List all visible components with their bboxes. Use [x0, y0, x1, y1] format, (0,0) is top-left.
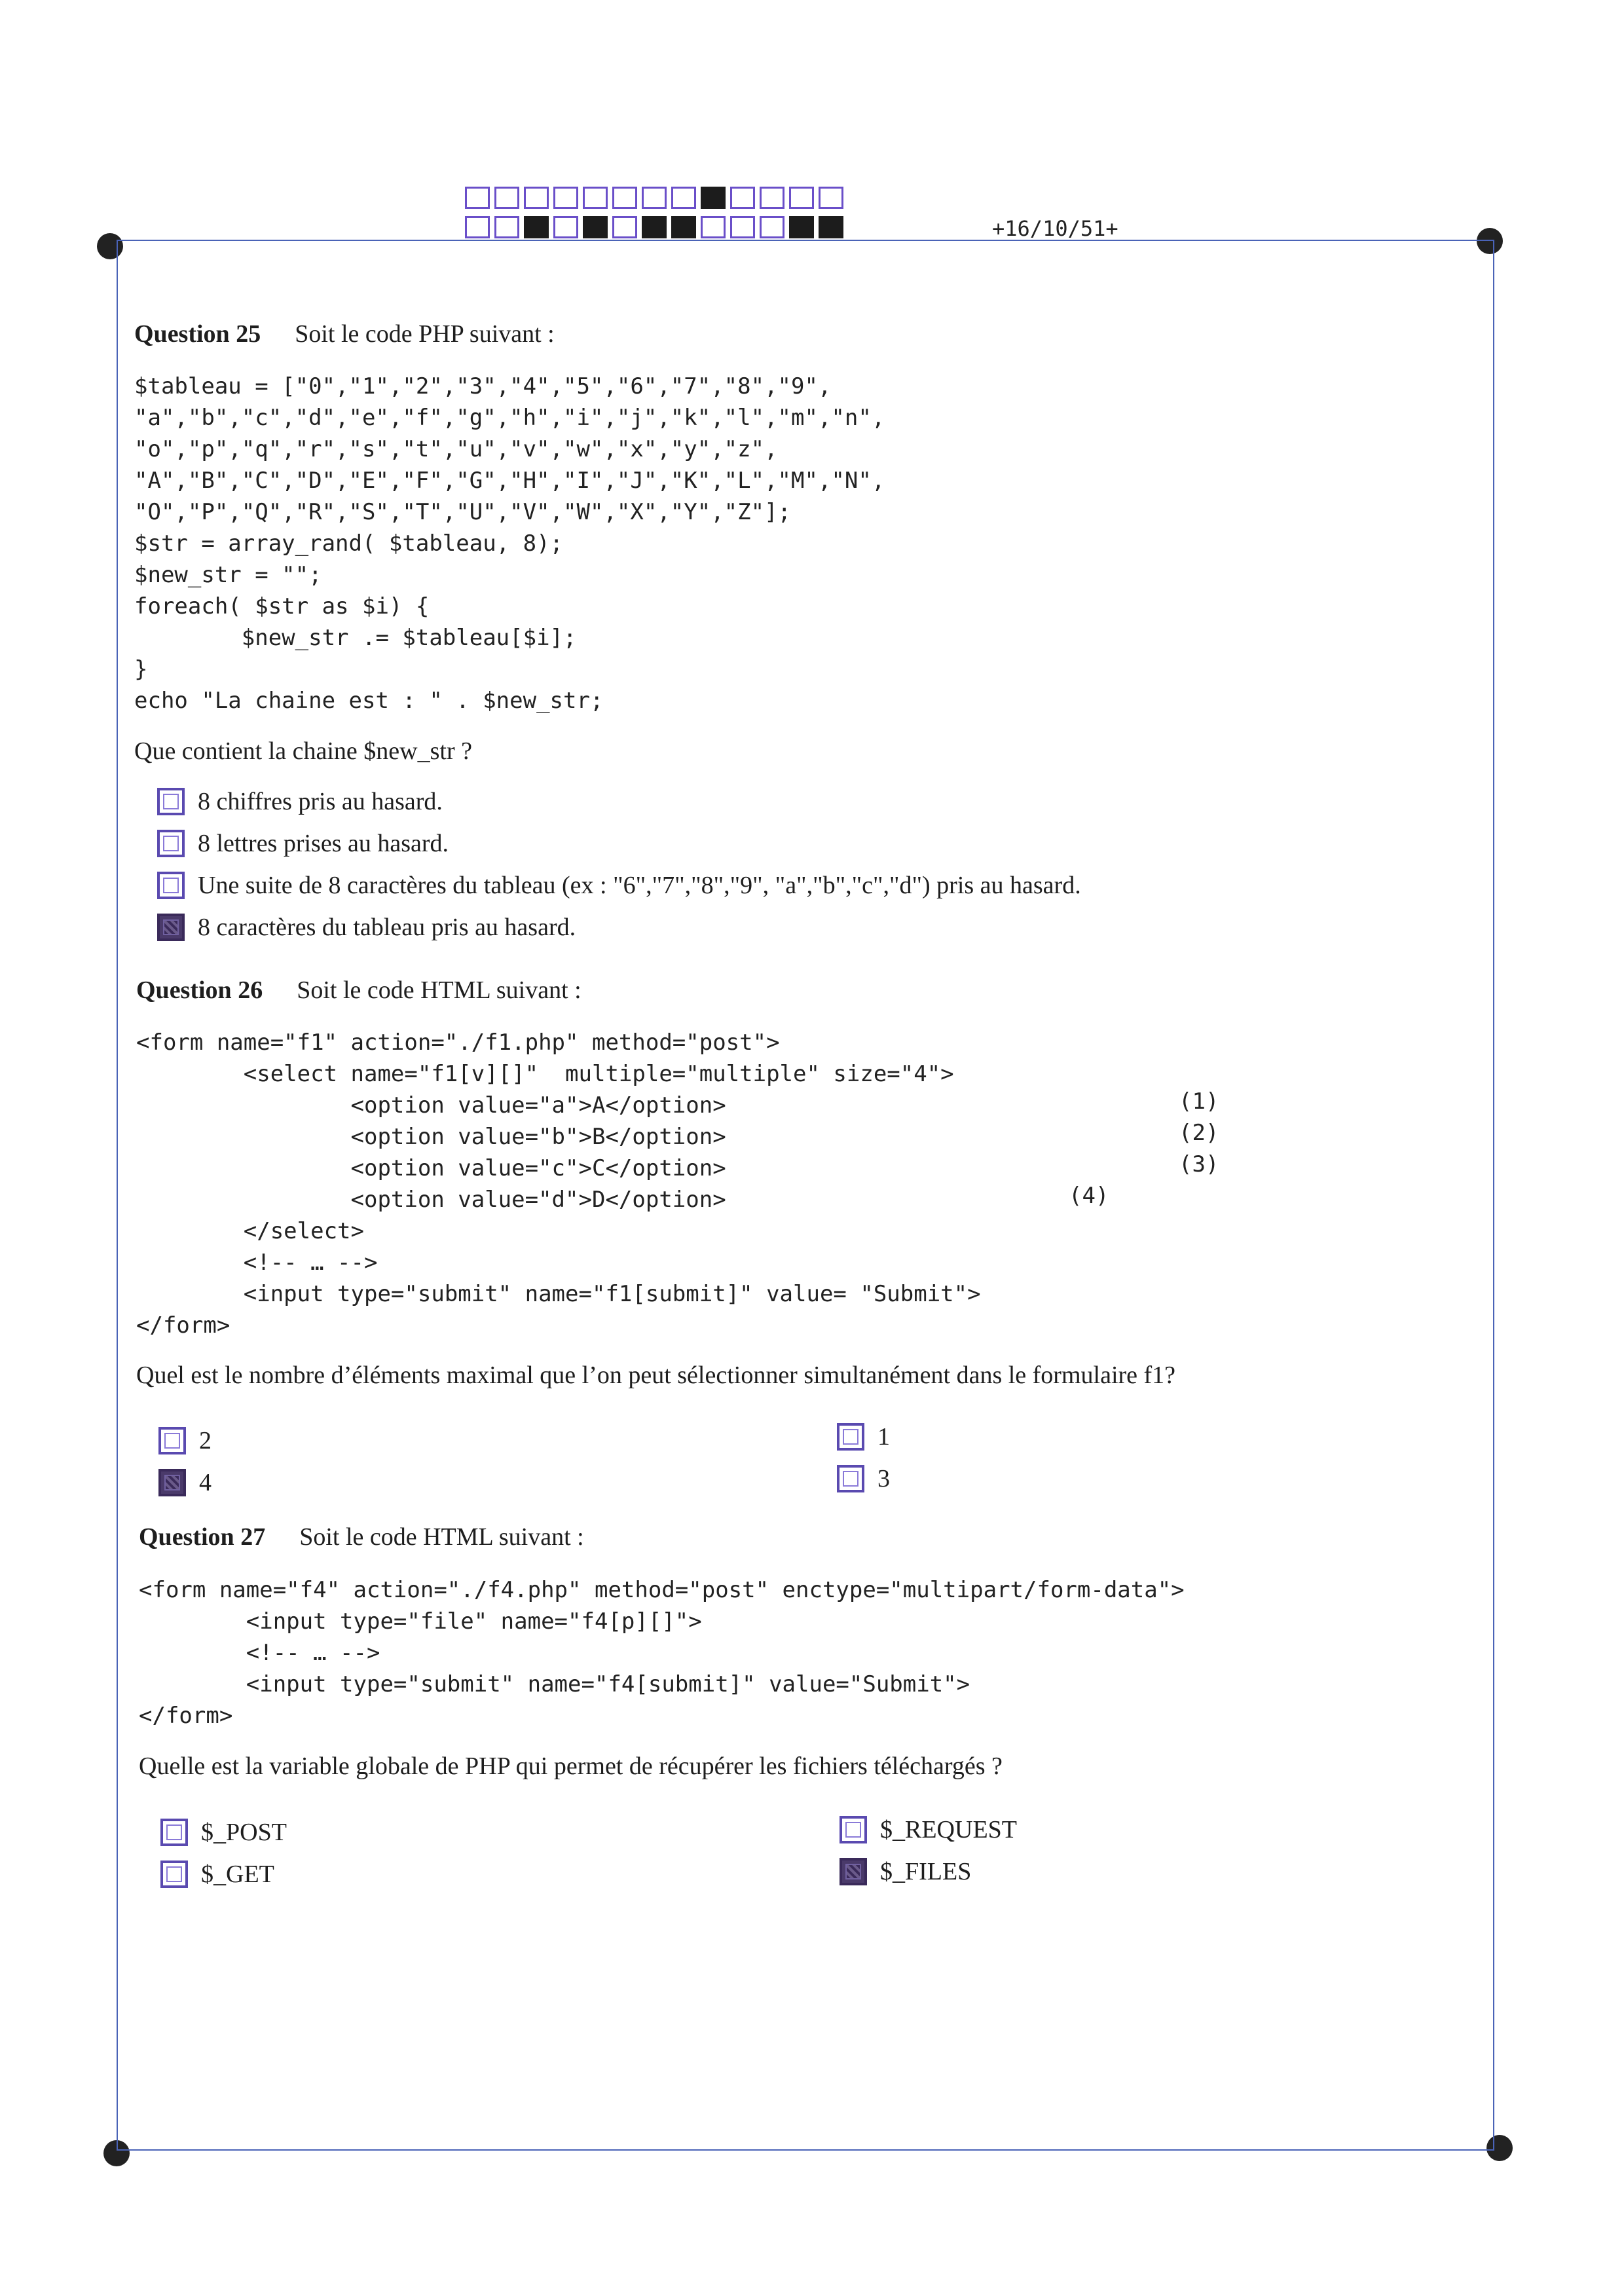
q26-option-4[interactable] — [158, 1468, 212, 1497]
q25-option-4-label: 8 caractères du tableau pris au hasard. — [198, 914, 576, 941]
q26-intro: Soit le code HTML suivant : — [297, 976, 581, 1004]
barcode-row-1-cell — [789, 187, 814, 209]
barcode-row-1-cell — [612, 187, 637, 209]
q26-option-3[interactable] — [837, 1464, 890, 1493]
q25-option-4[interactable] — [157, 913, 576, 942]
q27-option-post[interactable] — [160, 1818, 287, 1847]
q25-prompt: Que contient la chaine $new_str ? — [134, 737, 472, 765]
q25-intro: Soit le code PHP suivant : — [295, 320, 555, 348]
q26-option-1-label: 1 — [877, 1423, 890, 1451]
barcode-row-2-cell — [465, 216, 490, 238]
barcode-row-1-cell — [553, 187, 578, 209]
barcode-row-2-cell — [612, 216, 637, 238]
barcode-row-1-cell — [465, 187, 490, 209]
q25-option-2[interactable] — [157, 829, 449, 858]
q26-option-2[interactable] — [158, 1426, 212, 1455]
q27-option-files[interactable] — [840, 1857, 971, 1886]
barcode-row-1-cell — [583, 187, 608, 209]
q27-code: <form name="f4" action="./f4.php" method="post" enctype="multipart/form-data"> <input type="file" name="f4[p][]"> <!-- … --> <input type="submit" name="f4[submit]" value="Submit"> </form> — [139, 1577, 1185, 1729]
barcode-row-1-cell — [671, 187, 696, 209]
q27-option-files-checkbox[interactable] — [840, 1858, 867, 1885]
barcode-row-2-cell — [642, 216, 667, 238]
barcode-row-2-cell — [730, 216, 755, 238]
q25-option-1-checkbox[interactable] — [157, 788, 185, 815]
barcode-row-1-cell — [494, 187, 519, 209]
barcode-row-1-cell — [524, 187, 549, 209]
q27-option-get[interactable] — [160, 1860, 274, 1889]
q25-option-2-checkbox[interactable] — [157, 830, 185, 857]
q25-option-3-checkbox[interactable] — [157, 872, 185, 899]
q27-option-request-label: $_REQUEST — [880, 1816, 1017, 1843]
barcode-row-1-cell — [701, 187, 726, 209]
barcode-row-1-cell — [819, 187, 843, 209]
q27-header — [139, 1523, 584, 1551]
barcode-row-2-cell — [819, 216, 843, 238]
q27-label: Question 27 — [139, 1523, 266, 1551]
q25-option-3[interactable] — [157, 871, 1081, 900]
q26-option-2-checkbox[interactable] — [158, 1427, 186, 1454]
barcode-row-2-cell — [701, 216, 726, 238]
q25-label: Question 25 — [134, 320, 261, 348]
q26-option-2-label: 2 — [199, 1427, 212, 1454]
q26-option-3-label: 3 — [877, 1465, 890, 1492]
barcode-row-2-cell — [760, 216, 784, 238]
barcode-row-1-cell — [730, 187, 755, 209]
barcode-row-2-cell — [553, 216, 578, 238]
q27-option-files-label: $_FILES — [880, 1858, 972, 1885]
q25-code: $tableau = ["0","1","2","3","4","5","6","7","8","9", "a","b","c","d","e","f","g","h","i","j","k","l","m","n", "o","p","q","r","s","t","u","v","w","x","y","z", "A","B","C","D","E","F","G","H","I","J","K","L","M","N", "O","P","Q","R","S","T","U","V","W","X","Y","Z"]; $str = array_rand( $tableau, 8); $new_str = ""; foreach( $str as $i) { $new_str .= $tableau[$i]; } echo "La chaine est : " . $new_str; — [134, 373, 885, 714]
q25-header — [134, 320, 555, 348]
q27-option-get-label: $_GET — [201, 1861, 274, 1888]
q26-marker-1: (1) — [1179, 1088, 1219, 1115]
page-barcode-row-1 — [465, 187, 848, 209]
q26-code: <form name="f1" action="./f1.php" method="post"> <select name="f1[v][]" multiple="multiple" size="4"> <option value="a">A</option> <option value="b">B</option> <option value="c">C</option> <option value="d">D</option> </select> <!-- … --> <input type="submit" name="f1[submit]" value= "Submit"> </form> — [136, 1029, 981, 1339]
barcode-row-2-cell — [494, 216, 519, 238]
q27-option-get-checkbox[interactable] — [160, 1861, 188, 1888]
q27-option-request-checkbox[interactable] — [840, 1816, 867, 1843]
q26-marker-2: (2) — [1179, 1120, 1219, 1146]
q27-intro: Soit le code HTML suivant : — [299, 1523, 584, 1551]
barcode-row-2-cell — [524, 216, 549, 238]
q27-option-request[interactable] — [840, 1815, 1017, 1844]
barcode-row-2-cell — [583, 216, 608, 238]
page-barcode-row-2 — [465, 216, 848, 238]
barcode-row-1-cell — [642, 187, 667, 209]
q26-option-1[interactable] — [837, 1422, 890, 1451]
q25-option-2-label: 8 lettres prises au hasard. — [198, 830, 449, 857]
q27-option-post-label: $_POST — [201, 1819, 287, 1846]
q26-header — [136, 976, 581, 1005]
q27-option-post-checkbox[interactable] — [160, 1819, 188, 1846]
q25-option-3-label: Une suite de 8 caractères du tableau (ex : "6","7","8","9", "a","b","c","d") pris au hasard. — [198, 872, 1081, 899]
q27-prompt: Quelle est la variable globale de PHP qui permet de récupérer les fichiers téléchargés ? — [139, 1752, 1003, 1780]
q26-option-1-checkbox[interactable] — [837, 1423, 864, 1451]
q26-option-4-checkbox[interactable] — [158, 1469, 186, 1496]
q26-prompt: Quel est le nombre d’éléments maximal que l’on peut sélectionner simultanément dans le formulaire f1? — [136, 1361, 1176, 1389]
barcode-row-2-cell — [671, 216, 696, 238]
q26-label: Question 26 — [136, 976, 263, 1004]
q25-option-1[interactable] — [157, 787, 443, 816]
barcode-row-2-cell — [789, 216, 814, 238]
barcode-row-1-cell — [760, 187, 784, 209]
page-id: +16/10/51+ — [992, 216, 1118, 241]
q26-marker-3: (3) — [1179, 1151, 1219, 1177]
q25-option-4-checkbox[interactable] — [157, 914, 185, 941]
q26-option-4-label: 4 — [199, 1469, 212, 1496]
q26-option-3-checkbox[interactable] — [837, 1465, 864, 1492]
q26-marker-4: (4) — [1069, 1183, 1109, 1209]
q25-option-1-label: 8 chiffres pris au hasard. — [198, 788, 443, 815]
